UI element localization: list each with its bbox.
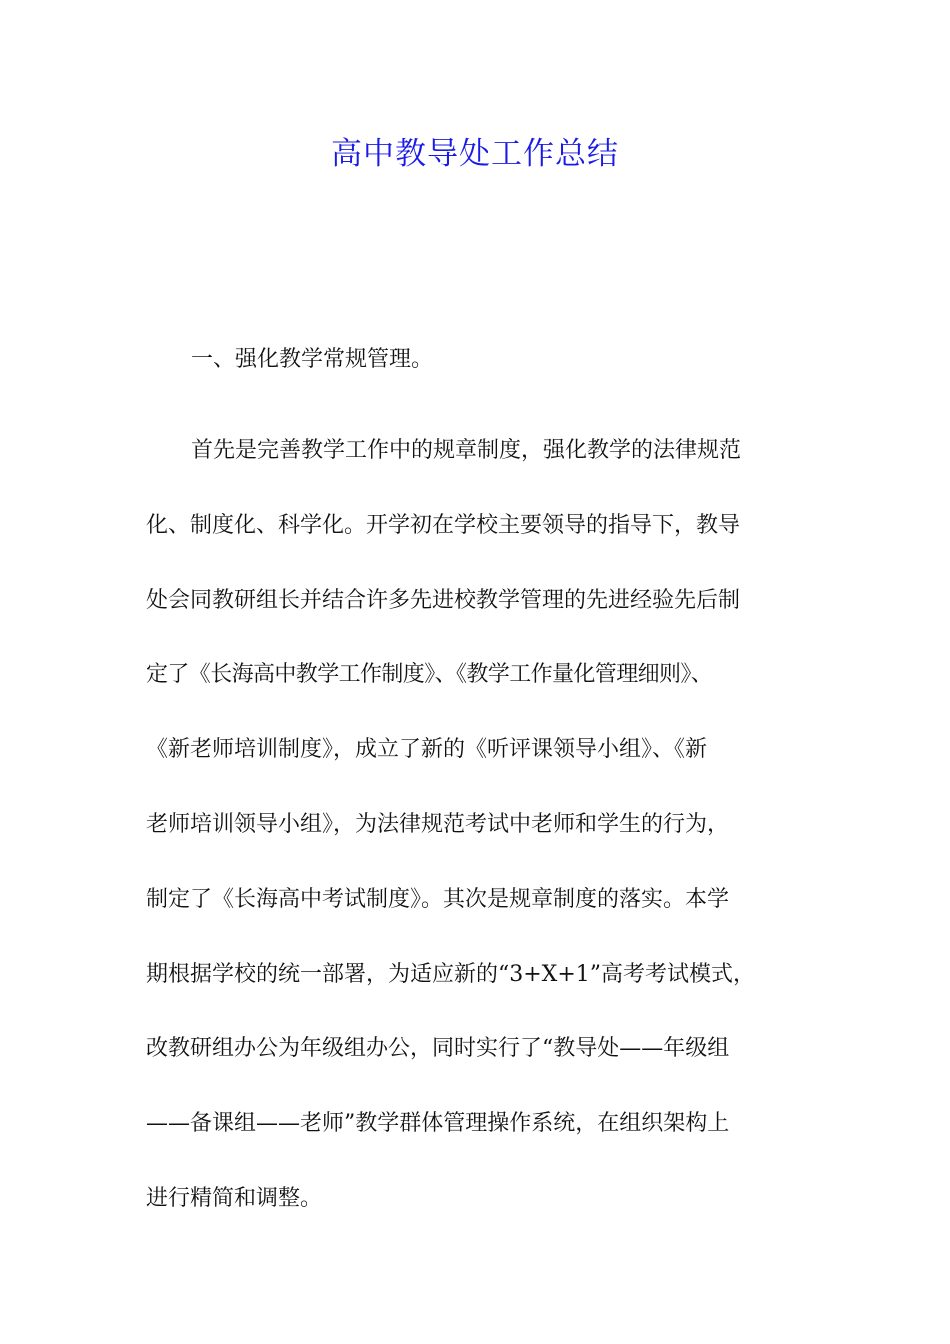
- paragraph-line: 改教研组办公为年级组办公，同时实行了“教导处——年级组: [146, 1036, 730, 1062]
- body-paragraph: [146, 414, 806, 1237]
- section-heading: 一、强化教学常规管理。: [191, 347, 434, 372]
- document-title: 高中教导处工作总结: [331, 136, 619, 172]
- paragraph-line: 进行精简和调整。: [146, 1185, 323, 1211]
- paragraph-line: 处会同教研组长并结合许多先进校教学管理的先进经验先后制: [146, 587, 741, 613]
- paragraph-line: 老师培训领导小组》，为法律规范考试中老师和学生的行为，: [146, 811, 730, 837]
- paragraph-line: 期根据学校的统一部署，为适应新的“3+X+1”高考考试模式，: [146, 961, 756, 987]
- paragraph-line: ——备课组——老师”教学群体管理操作系统，在组织架构上: [146, 1111, 730, 1137]
- paragraph-line: 定了《长海高中教学工作制度》、《教学工作量化管理细则》、: [146, 662, 713, 688]
- paragraph-line: 制定了《长海高中考试制度》。其次是规章制度的落实。本学: [146, 886, 730, 912]
- paragraph-line: 《新老师培训制度》，成立了新的《听评课领导小组》、《新: [146, 737, 708, 763]
- paragraph-line: 首先是完善教学工作中的规章制度，强化教学的法律规范: [191, 438, 742, 463]
- paragraph-line: 化、制度化、科学化。开学初在学校主要领导的指导下，教导: [146, 512, 741, 538]
